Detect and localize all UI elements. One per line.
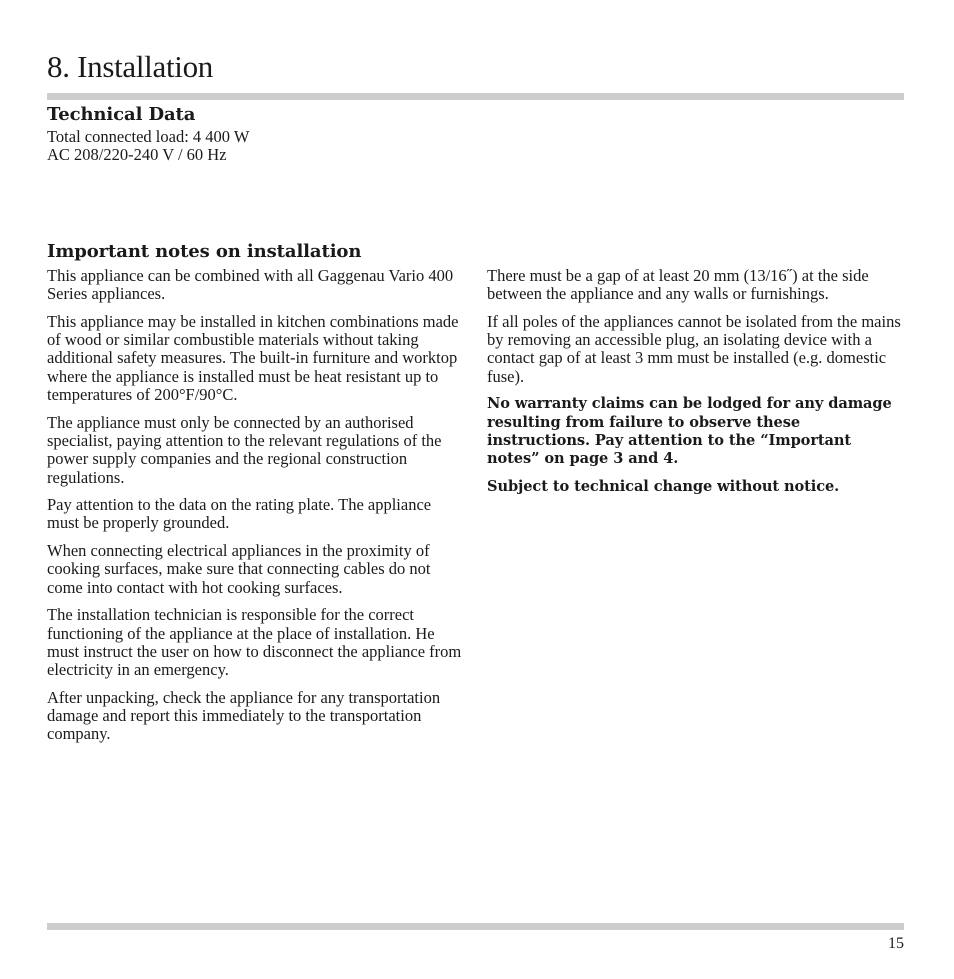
paragraph-rating-plate: Pay attention to the data on the rating plate. The appliance must be properly grounded. — [47, 495, 432, 533]
warranty-warning: No warranty claims can be lodged for any damage resulting from failure to observe these instructions. Pay attention to the “Important notes” on page 3 and 4. — [487, 395, 892, 468]
installation-notes-heading: Important notes on installation — [47, 241, 362, 262]
paragraph-transport-damage: After unpacking, check the appliance for any transportation damage and report this immediately to the transportation company. — [47, 687, 441, 744]
connected-load-line: Total connected load: 4 400 W — [47, 127, 250, 146]
technical-data-heading: Technical Data — [47, 104, 196, 125]
paragraph-combustible-materials: This appliance may be installed in kitchen combinations made of wood or similar combustible materials without taking additional safety measures. The built-in furniture and worktop where the appliance is installed must be heat resistant up to temperatures of 200°F/90°C. — [47, 311, 459, 405]
header-divider — [47, 93, 904, 100]
page-title: 8. Installation — [47, 49, 213, 84]
page-number: 15 — [888, 935, 904, 952]
technical-data-block — [47, 128, 249, 165]
voltage-frequency-line: AC 208/220-240 V / 60 Hz — [47, 145, 227, 165]
paragraph-authorised-specialist: The appliance must only be connected by an authorised specialist, paying attention to the relevant regulations of the power supply companies and the regional construction regulations. — [47, 412, 442, 487]
paragraph-compatibility: This appliance can be combined with all Gaggenau Vario 400 Series appliances. — [47, 266, 454, 304]
paragraph-isolating-device: If all poles of the appliances cannot be isolated from the mains by removing an accessible plug, an isolating device with a contact gap of at least 3 mm must be installed (e.g. domestic fuse). — [487, 311, 901, 386]
right-column — [487, 267, 907, 505]
paragraph-side-gap: There must be a gap of at least 20 mm (13/16˝) at the side between the appliance and any walls or furnishings. — [487, 266, 869, 304]
footer-divider — [47, 923, 904, 930]
paragraph-technician-responsibility: The installation technician is responsible for the correct functioning of the appliance at the place of installation. He must instruct the user on how to disconnect the appliance from electricity in an emergency. — [47, 605, 462, 680]
technical-change-notice: Subject to technical change without notice. — [487, 477, 840, 495]
left-column — [47, 267, 467, 753]
paragraph-connecting-cables: When connecting electrical appliances in the proximity of cooking surfaces, make sure that connecting cables do not come into contact with hot cooking surfaces. — [47, 541, 431, 597]
